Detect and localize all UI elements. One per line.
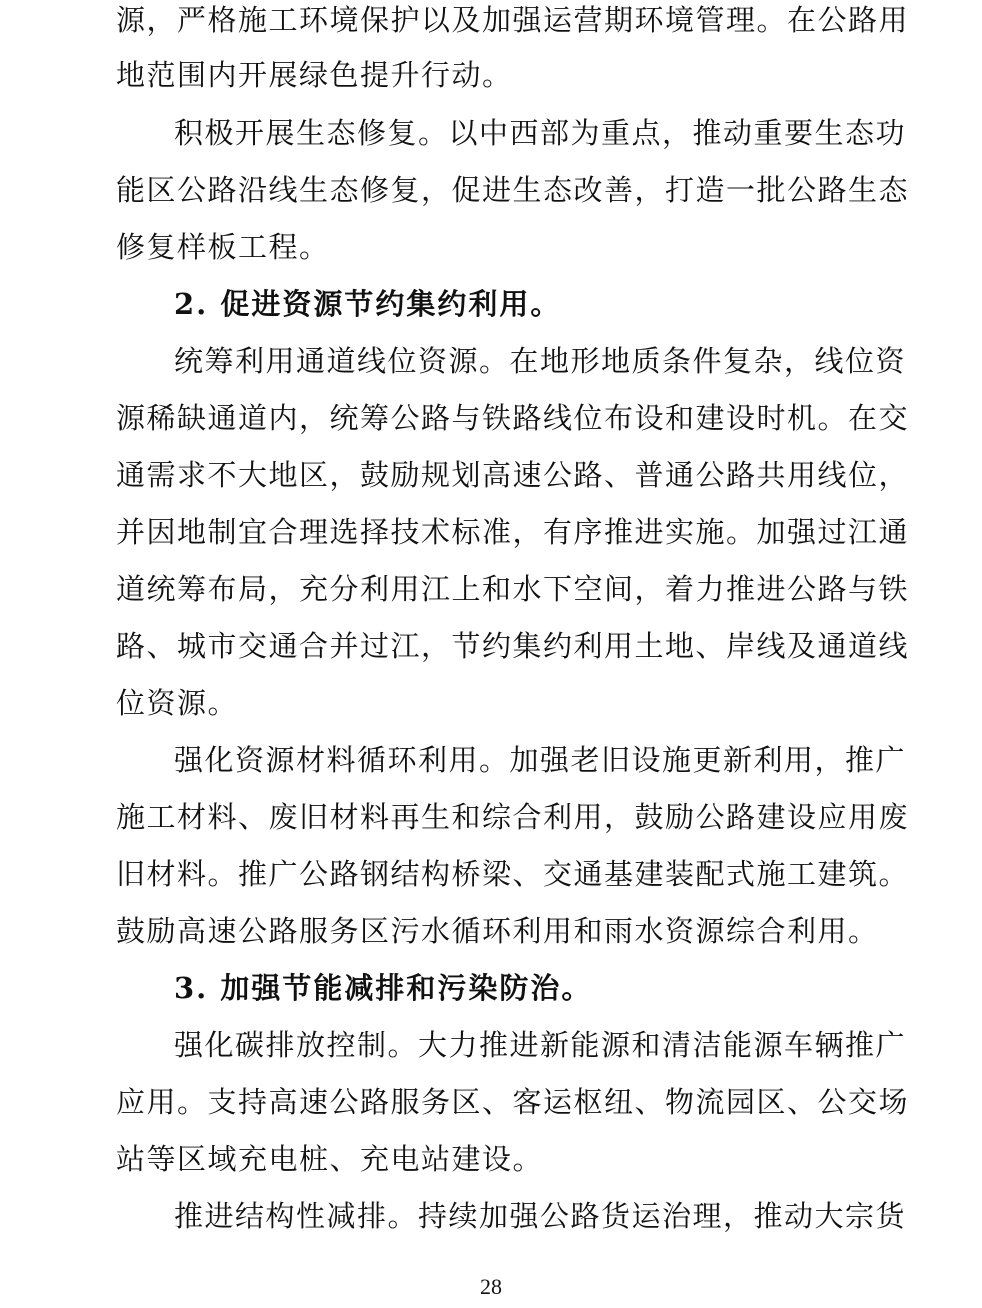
page-number: 28: [480, 1274, 502, 1299]
paragraph-first-line: 积极开展生态修复。以中西部为重点，推动重要生态功: [174, 116, 907, 150]
text-line: 应用。支持高速公路服务区、客运枢纽、物流园区、公交场: [116, 1085, 910, 1119]
text-line: 源稀缺通道内，统筹公路与铁路线位布设和建设时机。在交: [116, 401, 910, 435]
paragraph-first-line: 强化碳排放控制。大力推进新能源和清洁能源车辆推广: [174, 1028, 907, 1062]
paragraph-first-line: 统筹利用通道线位资源。在地形地质条件复杂，线位资: [174, 344, 907, 378]
text-line: 通需求不大地区，鼓励规划高速公路、普通公路共用线位，: [116, 458, 910, 492]
text-line: 站等区域充电桩、充电站建设。: [116, 1142, 544, 1176]
text-line: 修复样板工程。: [116, 230, 330, 264]
paragraph-first-line: 强化资源材料循环利用。加强老旧设施更新利用，推广: [174, 743, 907, 777]
section-heading: 3. 加强节能减排和污染防治。: [174, 971, 593, 1005]
text-line: 路、城市交通合并过江，节约集约利用土地、岸线及通道线: [116, 629, 910, 663]
paragraph-first-line: 推进结构性减排。持续加强公路货运治理，推动大宗货: [174, 1199, 907, 1233]
text-line: 旧材料。推广公路钢结构桥梁、交通基建装配式施工建筑。: [116, 857, 910, 891]
text-line: 位资源。: [116, 686, 239, 720]
text-line: 能区公路沿线生态修复，促进生态改善，打造一批公路生态: [116, 173, 910, 207]
text-line: 并因地制宜合理选择技术标准，有序推进实施。加强过江通: [116, 515, 910, 549]
text-line: 源，严格施工环境保护以及加强运营期环境管理。在公路用: [116, 3, 910, 37]
section-heading: 2. 促进资源节约集约利用。: [174, 287, 562, 321]
text-line: 地范围内开展绿色提升行动。: [116, 58, 513, 92]
text-line: 施工材料、废旧材料再生和综合利用，鼓励公路建设应用废: [116, 800, 910, 834]
text-line: 道统筹布局，充分利用江上和水下空间，着力推进公路与铁: [116, 572, 910, 606]
text-line: 鼓励高速公路服务区污水循环利用和雨水资源综合利用。: [116, 914, 879, 948]
